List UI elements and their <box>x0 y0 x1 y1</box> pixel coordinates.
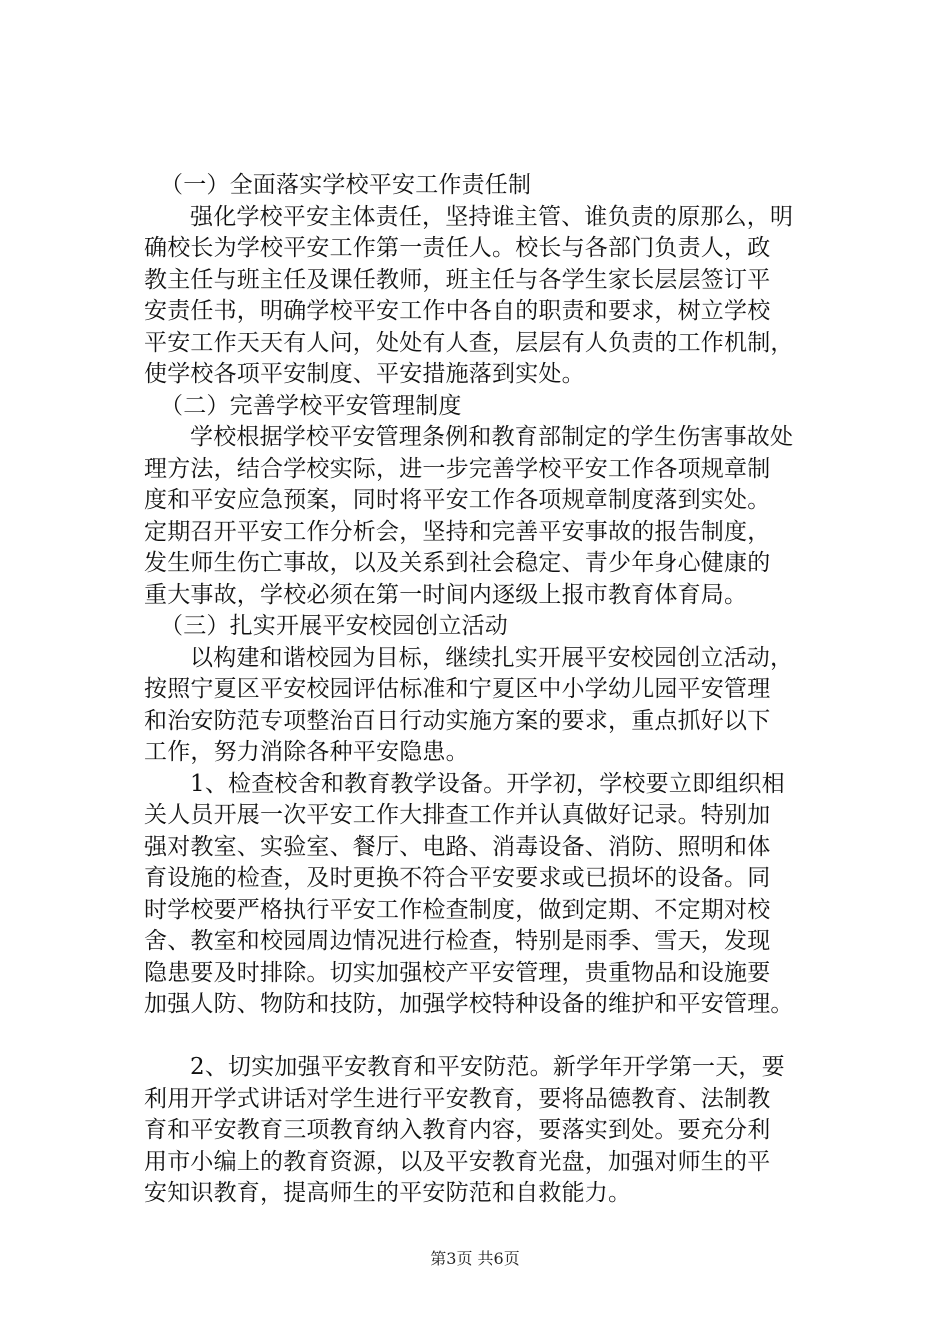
paragraph-line: 安责任书，明确学校平安工作中各自的职责和要求，树立学校 <box>144 298 771 324</box>
paragraph-line: 定期召开平安工作分析会，坚持和完善平安事故的报告制度， <box>144 518 771 545</box>
paragraph-line: 重大事故，学校必须在第一时间内逐级上报市教育体育局。 <box>144 581 748 608</box>
paragraph-line: 强化学校平安主体责任，坚持谁主管、谁负责的原那么，明 <box>190 203 794 230</box>
section-2-heading: （二）完善学校平安管理制度 <box>160 392 462 419</box>
item-2-line: 安知识教育，提高师生的平安防范和自救能力。 <box>144 1180 632 1206</box>
paragraph-line: 工作，努力消除各种平安隐患。 <box>144 739 469 765</box>
item-2-line: 利用开学式讲话对学生进行平安教育，要将品德教育、法制教 <box>144 1085 771 1112</box>
item-1-line: 1、检查校舍和教育教学设备。开学初，学校要立即组织相 <box>190 770 785 797</box>
item-1-line: 关人员开展一次平安工作大排查工作并认真做好记录。特别加 <box>144 802 771 828</box>
paragraph-spacer <box>144 1021 844 1053</box>
paragraph-line: 按照宁夏区平安校园评估标准和宁夏区中小学幼儿园平安管理 <box>144 676 771 702</box>
paragraph-line: 以构建和谐校园为目标，继续扎实开展平安校园创立活动， <box>190 644 794 671</box>
paragraph-line: 学校根据学校平安管理条例和教育部制定的学生伤害事故处 <box>190 424 794 450</box>
item-1-line: 加强人防、物防和技防，加强学校特种设备的维护和平安管理。 <box>144 991 794 1017</box>
paragraph-line: 发生师生伤亡事故，以及关系到社会稳定、青少年身心健康的 <box>144 550 771 576</box>
section-1-heading: （一）全面落实学校平安工作责任制 <box>160 172 532 198</box>
paragraph-line: 平安工作天天有人问，处处有人查，层层有人负责的工作机制， <box>144 329 794 356</box>
item-1-line: 育设施的检查，及时更换不符合平安要求或已损坏的设备。同 <box>144 865 771 891</box>
item-1-line: 隐患要及时排除。切实加强校产平安管理，贵重物品和设施要 <box>144 959 771 986</box>
document-body <box>144 170 844 1210</box>
item-1-line: 时学校要严格执行平安工作检查制度，做到定期、不定期对校 <box>144 896 771 923</box>
paragraph-line: 度和平安应急预案，同时将平安工作各项规章制度落到实处。 <box>144 487 771 513</box>
paragraph-line: 使学校各项平安制度、平安措施落到实处。 <box>144 361 585 387</box>
paragraph-line: 和治安防范专项整治百日行动实施方案的要求，重点抓好以下 <box>144 707 771 734</box>
section-3-heading: （三）扎实开展平安校园创立活动 <box>160 613 508 639</box>
item-2-line: 用市小编上的教育资源，以及平安教育光盘，加强对师生的平 <box>144 1148 771 1175</box>
item-1-line: 强对教室、实验室、餐厅、电路、消毒设备、消防、照明和体 <box>144 833 771 860</box>
paragraph-line: 教主任与班主任及课任教师，班主任与各学生家长层层签订平 <box>144 266 771 293</box>
item-2-line: 2、切实加强平安教育和平安防范。新学年开学第一天，要 <box>190 1054 785 1080</box>
paragraph-line: 理方法，结合学校实际，进一步完善学校平安工作各项规章制 <box>144 455 771 482</box>
page-footer: 第3页 共6页 <box>430 1249 520 1268</box>
item-1-line: 舍、教室和校园周边情况进行检查，特别是雨季、雪天，发现 <box>144 928 771 954</box>
paragraph-line: 确校长为学校平安工作第一责任人。校长与各部门负责人，政 <box>144 235 771 261</box>
item-2-line: 育和平安教育三项教育纳入教育内容，要落实到处。要充分利 <box>144 1117 771 1143</box>
